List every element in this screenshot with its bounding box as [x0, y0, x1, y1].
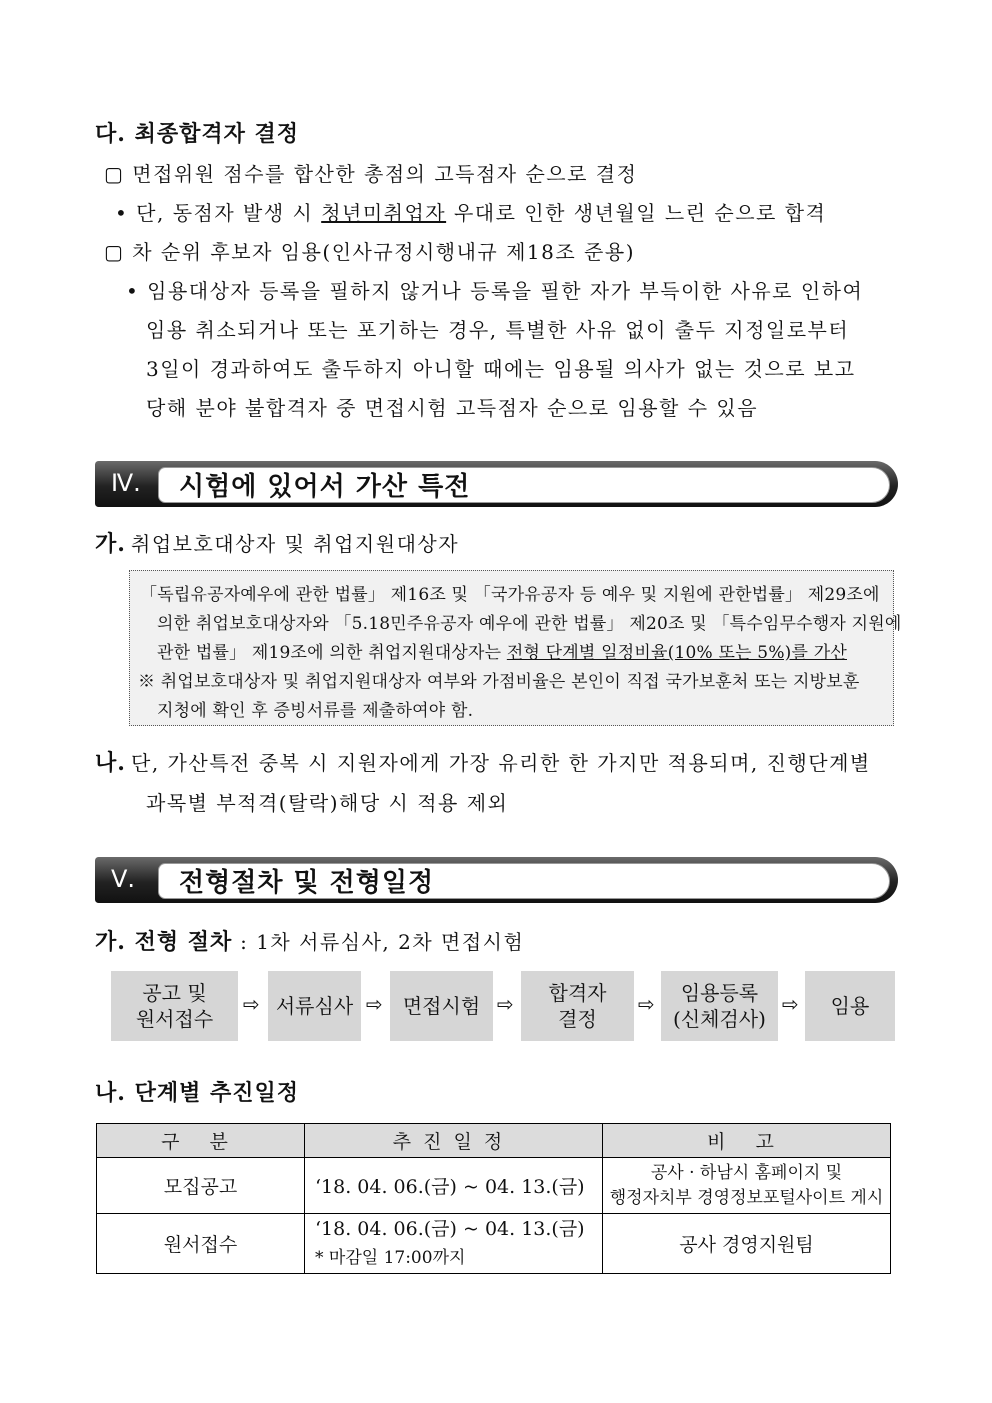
table-cell-line: ‘18. 04. 06.(금) ~ 04. 13.(금) [315, 1217, 585, 1240]
flow-step: 공고 및 원서접수 [111, 971, 238, 1041]
da-item-2-sub-line: • 임용대상자 등록을 필하지 않거나 등록을 필한 자가 부득이한 사유로 인하여 [126, 279, 864, 303]
table-cell: 공사 경영지원팀 [603, 1214, 891, 1274]
table-cell: 모집공고 [97, 1158, 305, 1214]
flow-step: 서류심사 [268, 971, 361, 1041]
flow-arrow-icon: ⇨ [366, 992, 383, 1016]
flow-arrow-icon: ⇨ [497, 992, 514, 1016]
note-line-underline: 전형 단계별 일정비율(10% 또는 5%)를 가산 [506, 643, 847, 663]
section-5-number: Ⅴ. [111, 865, 136, 893]
flow-arrow-icon: ⇨ [638, 992, 655, 1016]
s5-na-title: 나. 단계별 추진일정 [95, 1080, 299, 1106]
s4-ga-text: 취업보호대상자 및 취업지원대상자 [131, 532, 460, 556]
da-item-1-sub [115, 197, 826, 226]
da-item-1: ▢ 면접위원 점수를 합산한 총점의 고득점자 순으로 결정 [104, 162, 638, 186]
section-4-title: 시험에 있어서 가산 특전 [179, 472, 471, 502]
table-header: 비 고 [603, 1124, 891, 1158]
s4-na-text-2: 과목별 부적격(탈락)해당 시 적용 제외 [146, 791, 509, 815]
flow-step: 임용등록 (신체검사) [661, 971, 778, 1041]
da-item-1-sub-post: 우대로 인한 생년월일 느린 순으로 합격 [446, 201, 827, 225]
da-item-2-sub-line: 당해 분야 불합격자 중 면접시험 고득점자 순으로 임용할 수 있음 [146, 396, 759, 420]
s5-ga [95, 925, 524, 956]
table-cell-line: * 마감일 17:00까지 [315, 1247, 466, 1268]
note-line [157, 638, 847, 663]
s4-na [95, 746, 871, 777]
table-cell [305, 1214, 603, 1274]
s4-na-text: 단, 가산특전 중복 시 지원자에게 가장 유리한 한 가지만 적용되며, 진행단계별 [131, 751, 871, 775]
note-remark: 지청에 확인 후 증빙서류를 제출하여야 함. [157, 701, 474, 721]
table-cell [603, 1158, 891, 1214]
table-row [97, 1158, 891, 1214]
note-remark: ※ 취업보호대상자 및 취업지원대상자 여부와 가점비율은 본인이 직접 국가보훈처 또는 지방보훈 [138, 672, 860, 692]
s5-ga-title: 가. 전형 절차 [95, 929, 233, 955]
note-line: 의한 취업보호대상자와 「5.18민주유공자 예우에 관한 법률」 제20조 및 「특수임무수행자 지원에 [157, 614, 902, 634]
section-5-header [95, 857, 898, 903]
note-line-text: 관한 법률」 제19조에 의한 취업지원대상자는 [157, 643, 507, 663]
flow-arrow-icon: ⇨ [243, 992, 260, 1016]
table-header: 구 분 [97, 1124, 305, 1158]
table-header: 추진일정 [305, 1124, 603, 1158]
table-cell: 원서접수 [97, 1214, 305, 1274]
s5-ga-text: : 1차 서류심사, 2차 면접시험 [232, 930, 525, 954]
table-header-row [97, 1124, 891, 1158]
da-item-1-sub-underline: 청년미취업자 [321, 201, 447, 225]
section-4-number: Ⅳ. [111, 469, 141, 497]
flow-arrow-icon: ⇨ [782, 992, 799, 1016]
flow-step: 임용 [805, 971, 895, 1041]
da-item-2: ▢ 차 순위 후보자 임용(인사규정시행내규 제18조 준용) [104, 240, 635, 264]
da-item-2-sub-line: 임용 취소되거나 또는 포기하는 경우, 특별한 사유 없이 출두 지정일로부터 [146, 318, 850, 342]
table-row [97, 1214, 891, 1274]
s4-na-label: 나. [95, 750, 126, 776]
flow-step: 합격자 결정 [521, 971, 634, 1041]
s4-ga-label: 가. [95, 531, 126, 557]
s4-ga [95, 527, 459, 558]
bonus-note-box [129, 570, 902, 726]
da-item-2-sub-line: 3일이 경과하여도 출두하지 아니할 때에는 임용될 의사가 없는 것으로 보고 [146, 357, 856, 381]
table-cell: ‘18. 04. 06.(금) ~ 04. 13.(금) [305, 1158, 603, 1214]
flow-step: 면접시험 [390, 971, 493, 1041]
table-cell-line: 공사 · 하남시 홈페이지 및 [650, 1162, 843, 1183]
schedule-table [96, 1123, 891, 1274]
table-cell-line: 행정자치부 경영정보포털사이트 게시 [609, 1187, 884, 1208]
section-da-title: 다. 최종합격자 결정 [95, 121, 299, 147]
note-line: 「독립유공자예우에 관한 법률」 제16조 및 「국가유공자 등 예우 및 지원에 관한법률」 제29조에 [140, 585, 880, 605]
section-4-header [95, 461, 898, 507]
section-5-title: 전형절차 및 전형일정 [179, 868, 435, 898]
da-item-1-sub-pre: • 단, 동점자 발생 시 [115, 201, 322, 225]
